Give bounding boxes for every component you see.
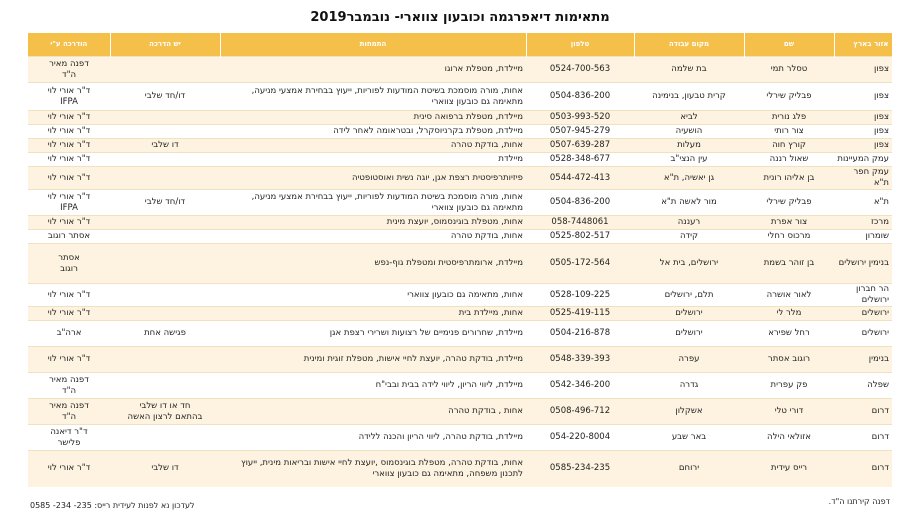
cell-workplace: גדרה [634, 373, 744, 399]
cell-phone: 0504-836-200 [526, 190, 634, 216]
cell-region: צפון [834, 57, 892, 83]
cell-region: ת"א [834, 190, 892, 216]
cell-trained-by: ד"ר אורי לוי [28, 216, 110, 230]
cell-name: צור אפרת [744, 216, 834, 230]
cell-workplace: ירושלים [634, 321, 744, 347]
cell-trained-by: דפנה מאיר ה"ד [28, 399, 110, 425]
table-row [28, 399, 892, 425]
cell-phone: 0528-109-225 [526, 284, 634, 307]
cell-trained-by: ארה"ב [28, 321, 110, 347]
cell-phone: 0544-472-413 [526, 167, 634, 190]
header-trained-by: הודרכה ע"י [28, 33, 110, 57]
table-body [28, 57, 892, 487]
cell-workplace: מעלות [634, 139, 744, 153]
table-row [28, 321, 892, 347]
table-row [28, 451, 892, 487]
cell-specialty: מיילדת, ליווי הריון, ליווי לידה בבית ובבי"ח [220, 373, 526, 399]
footer-note: דפנה קירתנו ה"ד. [828, 497, 890, 506]
cell-region: בנימין ירושלים [834, 244, 892, 284]
cell-guidance [110, 111, 220, 125]
cell-guidance [110, 125, 220, 139]
cell-specialty: מיילדת, מטפלת ארוגו [220, 57, 526, 83]
cell-region: דרום [834, 425, 892, 451]
cell-region: שפלה [834, 373, 892, 399]
cell-phone: 058-7448061 [526, 216, 634, 230]
cell-region: עמק המעיינות [834, 153, 892, 167]
cell-workplace: גן יאשיה, ת"א [634, 167, 744, 190]
cell-name: פלג נורית [744, 111, 834, 125]
cell-region: הר חברון ירושלים [834, 284, 892, 307]
cell-region: מרכז [834, 216, 892, 230]
cell-guidance [110, 284, 220, 307]
cell-specialty: מיילדת, ארומתרפיסטית ומטפלת גוף-נפש [220, 244, 526, 284]
cell-trained-by: ד"ר אורי לוי [28, 167, 110, 190]
cell-region: ירושלים [834, 307, 892, 321]
cell-workplace: ירושלים [634, 307, 744, 321]
cell-trained-by: ד"ר אורי לוי IFPA [28, 83, 110, 111]
cell-name: קורץ חוה [744, 139, 834, 153]
table-row [28, 83, 892, 111]
cell-name: בן זוהר בשמת [744, 244, 834, 284]
cell-guidance [110, 230, 220, 244]
cell-region: עמק חפר ת"א [834, 167, 892, 190]
cell-name: פק עפרית [744, 373, 834, 399]
cell-guidance: חד או דו שלבי בהתאם לרצון האשה [110, 399, 220, 425]
table-row [28, 244, 892, 284]
cell-workplace: ירוחם [634, 451, 744, 487]
header-phone: טלפון [526, 33, 634, 57]
cell-region: שומרון [834, 230, 892, 244]
cell-trained-by: דפנה מאיר ה"ד [28, 57, 110, 83]
cell-guidance [110, 373, 220, 399]
table-row [28, 139, 892, 153]
table-row [28, 373, 892, 399]
cell-name: רייס עידית [744, 451, 834, 487]
cell-specialty: פיזיותרפיסטית רצפת אגן, יוגה נשית ואוסטופטיה [220, 167, 526, 190]
cell-workplace: בת שלמה [634, 57, 744, 83]
cell-name: רחל שפירא [744, 321, 834, 347]
cell-trained-by: ד"ר אורי לוי [28, 153, 110, 167]
cell-name: אזולאי הילה [744, 425, 834, 451]
cell-name: פבליק שירלי [744, 83, 834, 111]
cell-specialty: אחות, מורה מוסמכת בשיטת המודעות לפוריות, ייעוץ בבחירת אמצעי מניעה, מתאימה גם כובעון צווארי [220, 190, 526, 216]
table-row [28, 167, 892, 190]
cell-phone: 0504-216-878 [526, 321, 634, 347]
practitioners-table [28, 33, 893, 487]
cell-phone: 0505-172-564 [526, 244, 634, 284]
cell-region: צפון [834, 83, 892, 111]
cell-region: דרום [834, 451, 892, 487]
cell-phone: 0525-802-517 [526, 230, 634, 244]
cell-workplace: לביא [634, 111, 744, 125]
cell-specialty: מיילדת, מטפלת בקרניוסקרל, ובטראומה לאחר לידה [220, 125, 526, 139]
cell-trained-by: ד"ר אורי לוי [28, 347, 110, 373]
cell-specialty: מיילדת, שחרורים פנימיים של רצועות ושרירי רצפת אגן [220, 321, 526, 347]
cell-name: דורי טלי [744, 399, 834, 425]
cell-guidance: דו שלבי [110, 139, 220, 153]
table-row [28, 284, 892, 307]
cell-trained-by: ד"ר אורי לוי [28, 125, 110, 139]
cell-phone: 0585-234-235 [526, 451, 634, 487]
cell-name: מלר לי [744, 307, 834, 321]
table-row [28, 347, 892, 373]
table-row [28, 216, 892, 230]
cell-phone: 0525-419-115 [526, 307, 634, 321]
cell-workplace: מור לאשה ת"א [634, 190, 744, 216]
header-specialty: התמחות [220, 33, 526, 57]
footer-update-contact: לעדכון נא לפנות לעידית רייס: 235- 234- 0585 [30, 501, 195, 510]
cell-name: טסלר תמי [744, 57, 834, 83]
cell-phone: 0507-945-279 [526, 125, 634, 139]
cell-guidance [110, 307, 220, 321]
cell-guidance: דו/חד שלבי [110, 83, 220, 111]
cell-trained-by: אסתר רוגוב [28, 230, 110, 244]
cell-specialty: אחות, מתאימה גם כובעון צווארי [220, 284, 526, 307]
cell-specialty: אחות, מיילדת בית [220, 307, 526, 321]
cell-workplace: באר שבע [634, 425, 744, 451]
table-row [28, 57, 892, 83]
cell-specialty: אחות, בודקת טהרה [220, 139, 526, 153]
cell-workplace: אשקלון [634, 399, 744, 425]
cell-name: שאול רננה [744, 153, 834, 167]
cell-specialty: אחות , בודקת טהרה [220, 399, 526, 425]
cell-workplace: עפרה [634, 347, 744, 373]
cell-phone: 0528-348-677 [526, 153, 634, 167]
cell-region: בנימין [834, 347, 892, 373]
cell-phone: 0504-836-200 [526, 83, 634, 111]
cell-name: רוגוב אסתר [744, 347, 834, 373]
cell-trained-by: ד"ר אורי לוי [28, 111, 110, 125]
table-row [28, 111, 892, 125]
table-row [28, 307, 892, 321]
cell-specialty: מיילדת, מטפלת ברפואה סינית [220, 111, 526, 125]
cell-phone: 0524-700-563 [526, 57, 634, 83]
cell-guidance [110, 167, 220, 190]
cell-specialty: מיילדת, בודקת טהרה, יועצת לחיי אישות, מטפלת זוגית ומינית [220, 347, 526, 373]
cell-guidance: דו/חד שלבי [110, 190, 220, 216]
cell-guidance [110, 153, 220, 167]
cell-workplace: עין הנצי"ב [634, 153, 744, 167]
header-workplace: מקום עבודה [634, 33, 744, 57]
cell-trained-by: ד"ר אורי לוי [28, 284, 110, 307]
table-header-row [28, 33, 892, 57]
cell-region: דרום [834, 399, 892, 425]
cell-workplace: קידה [634, 230, 744, 244]
cell-workplace: תלם, ירושלים [634, 284, 744, 307]
cell-guidance [110, 244, 220, 284]
header-name: שם [744, 33, 834, 57]
cell-phone: 0548-339-393 [526, 347, 634, 373]
cell-region: צפון [834, 139, 892, 153]
cell-name: בן אליהו רונית [744, 167, 834, 190]
cell-specialty: אחות, בודקת טהרה, מטפלת בוגינסמוס ,יועצת לחיי אישות ובריאות מינית, ייעוץ לתכנון משפחה, מתאימה גם כובעון צווארי [220, 451, 526, 487]
cell-region: צפון [834, 125, 892, 139]
cell-name: מרכוס רחלי [744, 230, 834, 244]
cell-guidance [110, 57, 220, 83]
table-row [28, 153, 892, 167]
cell-trained-by: ד"ר אורי לוי [28, 307, 110, 321]
cell-guidance [110, 425, 220, 451]
cell-specialty: אחות, בודקת טהרה [220, 230, 526, 244]
cell-trained-by: ד"ר דיאנה פלישר [28, 425, 110, 451]
table-row [28, 190, 892, 216]
cell-specialty: אחות, מטפלת בוגינסמוס, יועצת מינית [220, 216, 526, 230]
cell-name: צור רותי [744, 125, 834, 139]
cell-guidance [110, 347, 220, 373]
cell-name: פבליק שירלי [744, 190, 834, 216]
cell-phone: 0503-993-520 [526, 111, 634, 125]
cell-workplace: הושעיה [634, 125, 744, 139]
cell-specialty: מיילדת, בודקת טהרה, ליווי הריון והכנה ללידה [220, 425, 526, 451]
cell-guidance: דו שלבי [110, 451, 220, 487]
cell-trained-by: ד"ר אורי לוי [28, 139, 110, 153]
cell-workplace: ירושלים, בית אל [634, 244, 744, 284]
cell-phone: 0507-639-287 [526, 139, 634, 153]
page-title: מתאימות דיאפרגמה וכובעון צווארי- נובמבר2019 [310, 10, 610, 25]
cell-region: ירושלים [834, 321, 892, 347]
table-row [28, 425, 892, 451]
cell-region: צפון [834, 111, 892, 125]
cell-phone: 0508-496-712 [526, 399, 634, 425]
cell-specialty: אחות, מורה מוסמכת בשיטת המודעות לפוריות, ייעוץ בבחירת אמצעי מניעה, מתאימה גם כובעון צווארי [220, 83, 526, 111]
cell-workplace: רעננה [634, 216, 744, 230]
cell-trained-by: ד"ר אורי לוי IFPA [28, 190, 110, 216]
cell-phone: 0542-346-200 [526, 373, 634, 399]
table-row [28, 125, 892, 139]
cell-guidance [110, 216, 220, 230]
cell-name: לאור אושרה [744, 284, 834, 307]
cell-trained-by: דפנה מאיר ה"ד [28, 373, 110, 399]
cell-trained-by: ד"ר אורי לוי [28, 451, 110, 487]
cell-specialty: מיילדת [220, 153, 526, 167]
table-row [28, 230, 892, 244]
header-region: אזור בארץ [834, 33, 892, 57]
header-guidance: יש הדרכה [110, 33, 220, 57]
cell-phone: 054-220-8004 [526, 425, 634, 451]
cell-workplace: קרית טבעון, בנימינה [634, 83, 744, 111]
cell-guidance: פגישה אחת [110, 321, 220, 347]
cell-trained-by: אסתר רוגוב [28, 244, 110, 284]
